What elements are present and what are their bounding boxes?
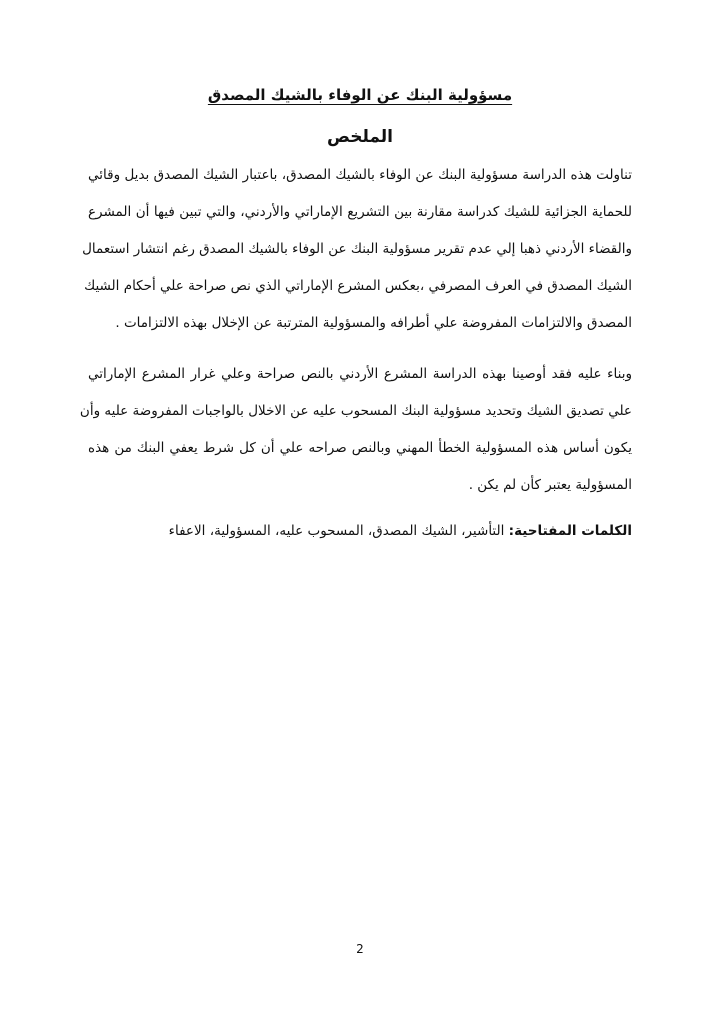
paragraph-line: وبناء عليه فقد أوصينا بهذه الدراسة المشرع الأردني بالنص صراحة وعلي غرار المشرع الإماراتي <box>88 366 632 382</box>
abstract-heading: الملخص <box>327 127 393 147</box>
paragraph-line: تناولت هذه الدراسة مسؤولية البنك عن الوفاء بالشيك المصدق، باعتبار الشيك المصدق بديل وقائي <box>88 167 632 183</box>
keywords-line <box>88 517 632 545</box>
paragraph-line: علي تصديق الشيك وتحديد مسؤولية البنك المسحوب عليه عن الاخلال بالواجبات المفروضة عليه وأن <box>79 403 632 419</box>
paragraph-line: المسؤولية يعتبر كأن لم يكن . <box>468 477 632 493</box>
document-title: مسؤولية البنك عن الوفاء بالشيك المصدق <box>207 86 513 104</box>
paragraph-line: الشيك المصدق في العرف المصرفي ،بعكس المشرع الإماراتي الذي نص صراحة علي أحكام الشيك <box>84 278 632 294</box>
abstract-paragraph-2 <box>79 360 632 508</box>
paragraph-line: للحماية الجزائية للشيك كدراسة مقارنة بين التشريع الإماراتي والأردني، والتي تبين فيها أن المشرع <box>88 204 632 220</box>
paragraph-line: يكون أساس هذه المسؤولية الخطأ المهني وبالنص صراحه علي أن كل شرط يعفي البنك من هذه <box>88 440 632 456</box>
keywords-value: التأشير، الشيك المصدق، المسحوب عليه، المسؤولية، الاعفاء <box>168 523 505 539</box>
abstract-paragraph-1 <box>82 161 632 346</box>
keywords-label: الكلمات المفتاحية: <box>508 523 632 539</box>
paragraph-line: المصدق والالتزامات المفروضة علي أطرافه والمسؤولية المترتبة عن الإخلال بهذه الالتزامات . <box>115 315 632 331</box>
paragraph-line: والقضاء الأردني ذهبا إلي عدم تقرير مسؤولية البنك عن الوفاء بالشيك المصدق رغم انتشار استعمال <box>82 241 632 257</box>
page-number: 2 <box>356 942 364 956</box>
